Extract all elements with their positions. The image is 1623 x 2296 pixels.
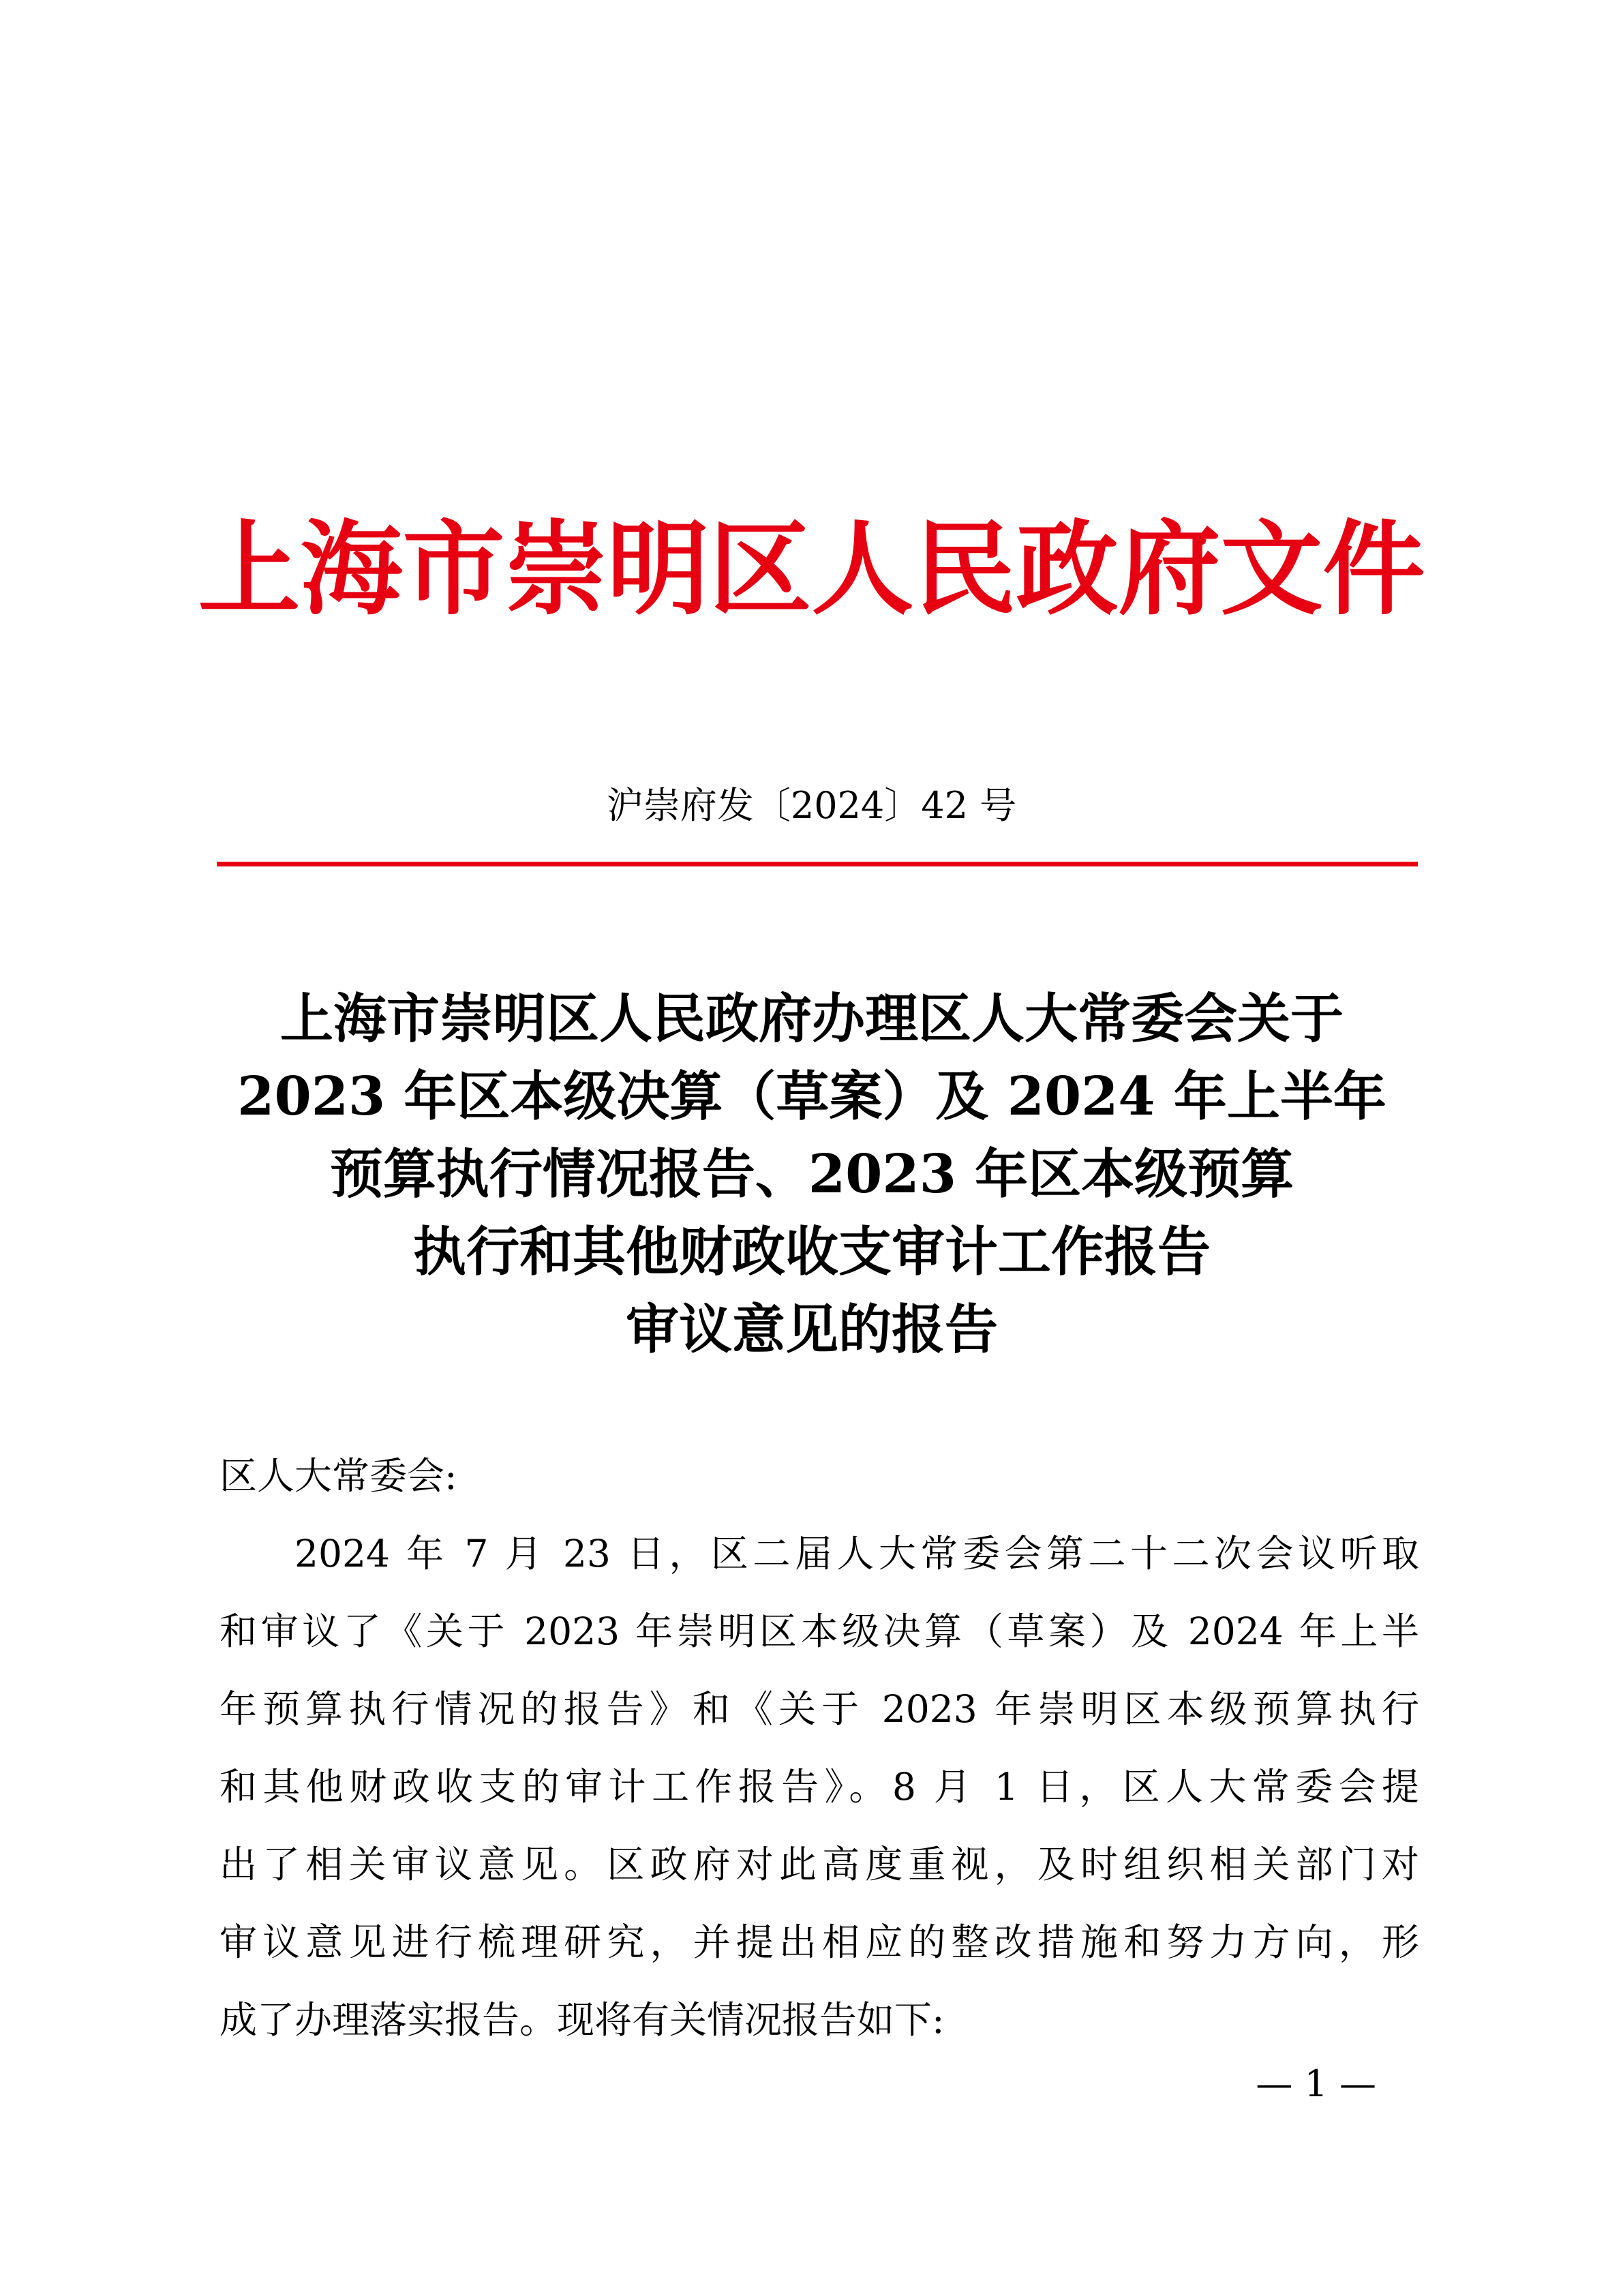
body-paragraph bbox=[219, 1515, 1419, 2059]
body-line: 和审议了《关于 2023 年崇明区本级决算（草案）及 2024 年上半 bbox=[219, 1610, 1419, 1653]
red-divider-line bbox=[217, 862, 1418, 866]
body-line: 成了办理落实报告。现将有关情况报告如下: bbox=[219, 1998, 945, 2042]
document-number: 沪崇府发〔2024〕42 号 bbox=[606, 784, 1017, 827]
body-line: 审议意见进行梳理研究，并提出相应的整改措施和努力方向，形 bbox=[219, 1920, 1419, 1964]
body-line: 年预算执行情况的报告》和《关于 2023 年崇明区本级预算执行 bbox=[219, 1687, 1419, 1731]
body-line: 2024 年 7 月 23 日，区二届人大常委会第二十二次会议听取 bbox=[294, 1532, 1419, 1575]
title-line: 执行和其他财政收支审计工作报告 bbox=[412, 1221, 1211, 1283]
title-line: 审议意见的报告 bbox=[625, 1299, 998, 1361]
body-line: 出了相关审议意见。区政府对此高度重视，及时组织相关部门对 bbox=[219, 1843, 1419, 1886]
title-line: 2023 年区本级决算（草案）及 2024 年上半年 bbox=[237, 1066, 1386, 1128]
page-number: — 1 — bbox=[1256, 2062, 1376, 2105]
report-title bbox=[177, 980, 1446, 1369]
title-line: 预算执行情况报告、2023 年区本级预算 bbox=[329, 1143, 1294, 1205]
masthead-title: 上海市崇明区人民政府文件 bbox=[198, 509, 1425, 629]
salutation: 区人大常委会: bbox=[219, 1454, 457, 1498]
body-line: 和其他财政收支的审计工作报告》。8 月 1 日，区人大常委会提 bbox=[219, 1765, 1419, 1809]
title-line: 上海市崇明区人民政府办理区人大常委会关于 bbox=[279, 988, 1344, 1050]
